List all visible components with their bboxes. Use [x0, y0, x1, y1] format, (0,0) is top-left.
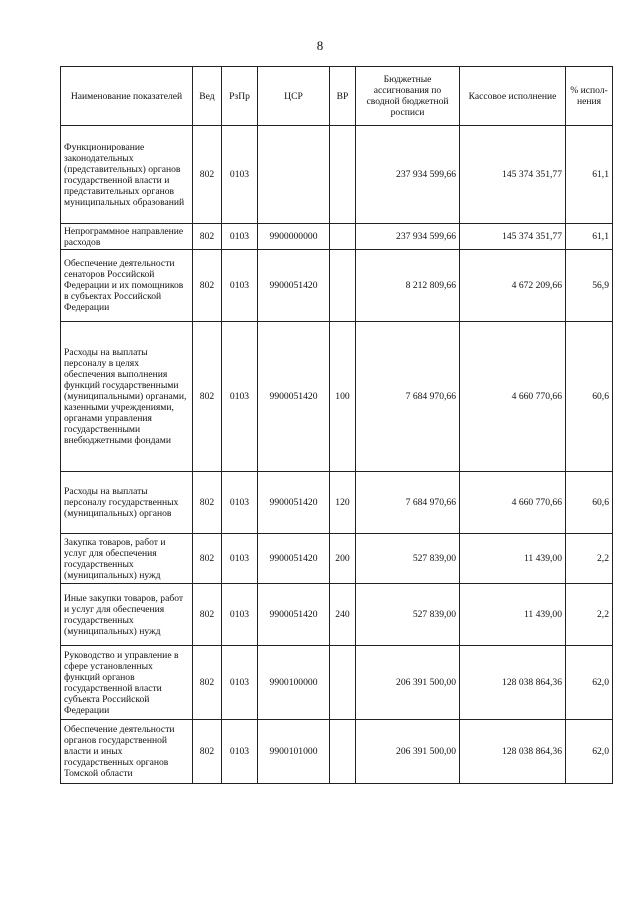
row-assignments: 237 934 599,66: [356, 126, 460, 224]
header-ved: Вед: [193, 67, 222, 126]
row-ved: 802: [193, 646, 222, 720]
row-percent: 60,6: [566, 472, 613, 534]
row-vr: 200: [330, 534, 356, 584]
row-cash-execution: 4 660 770,66: [460, 472, 566, 534]
budget-table: [60, 66, 613, 784]
row-cash-execution: 128 038 864,36: [460, 720, 566, 784]
table-row: [61, 720, 613, 784]
row-percent: 62,0: [566, 720, 613, 784]
row-assignments: 8 212 809,66: [356, 250, 460, 322]
table-row: [61, 250, 613, 322]
row-cash-execution: 145 374 351,77: [460, 126, 566, 224]
header-csr: ЦСР: [258, 67, 330, 126]
row-ved: 802: [193, 224, 222, 250]
row-vr: 240: [330, 584, 356, 646]
row-csr: 9900100000: [258, 646, 330, 720]
row-vr: [330, 720, 356, 784]
row-assignments: 527 839,00: [356, 534, 460, 584]
row-percent: 56,9: [566, 250, 613, 322]
row-cash-execution: 11 439,00: [460, 534, 566, 584]
header-percent: % испол-нения: [566, 67, 613, 126]
row-cash-execution: 4 660 770,66: [460, 322, 566, 472]
row-rzpr: 0103: [222, 720, 258, 784]
row-name: Иные закупки товаров, работ и услуг для обеспечения государственных (муниципальных) нужд: [61, 584, 193, 646]
page-number: 8: [316, 38, 324, 53]
row-cash-execution: 145 374 351,77: [460, 224, 566, 250]
header-vr: ВР: [330, 67, 356, 126]
row-name: Обеспечение деятельности органов государственной власти и иных государственных органов Томской области: [61, 720, 193, 784]
row-ved: 802: [193, 250, 222, 322]
row-cash-execution: 4 672 209,66: [460, 250, 566, 322]
table-row: [61, 584, 613, 646]
header-cash-execution: Кассовое исполнение: [460, 67, 566, 126]
row-csr: 9900000000: [258, 224, 330, 250]
row-csr: 9900051420: [258, 322, 330, 472]
row-ved: 802: [193, 720, 222, 784]
row-vr: [330, 224, 356, 250]
table-row: [61, 646, 613, 720]
row-percent: 62,0: [566, 646, 613, 720]
row-ved: 802: [193, 472, 222, 534]
row-percent: 61,1: [566, 224, 613, 250]
table-row: [61, 534, 613, 584]
row-percent: 60,6: [566, 322, 613, 472]
row-assignments: 237 934 599,66: [356, 224, 460, 250]
row-rzpr: 0103: [222, 584, 258, 646]
row-rzpr: 0103: [222, 472, 258, 534]
row-csr: [258, 126, 330, 224]
table-row: [61, 472, 613, 534]
row-cash-execution: 11 439,00: [460, 584, 566, 646]
row-name: Расходы на выплаты персоналу в целях обеспечения выполнения функций государственными (муниципальными) органами, казенными учреждениями, органами управления государственными внебюджетными фондами: [61, 322, 193, 472]
row-rzpr: 0103: [222, 322, 258, 472]
table-row: [61, 224, 613, 250]
row-name: Руководство и управление в сфере установленных функций органов государственной власти субъекта Российской Федерации: [61, 646, 193, 720]
header-assignments: Бюджетные ассигнования по сводной бюджетной росписи: [356, 67, 460, 126]
row-assignments: 7 684 970,66: [356, 322, 460, 472]
row-assignments: 206 391 500,00: [356, 720, 460, 784]
row-cash-execution: 128 038 864,36: [460, 646, 566, 720]
row-rzpr: 0103: [222, 126, 258, 224]
row-name: Обеспечение деятельности сенаторов Российской Федерации и их помощников в субъектах Российской Федерации: [61, 250, 193, 322]
row-rzpr: 0103: [222, 534, 258, 584]
header-rzpr: РзПр: [222, 67, 258, 126]
row-ved: 802: [193, 322, 222, 472]
row-percent: 61,1: [566, 126, 613, 224]
row-rzpr: 0103: [222, 224, 258, 250]
row-assignments: 7 684 970,66: [356, 472, 460, 534]
row-name: Непрограммное направление расходов: [61, 224, 193, 250]
table-row: [61, 322, 613, 472]
table-header-row: [61, 67, 613, 126]
row-csr: 9900051420: [258, 534, 330, 584]
row-assignments: 527 839,00: [356, 584, 460, 646]
row-name: Функционирование законодательных (представительных) органов государственной власти и представительных органов муниципальных образований: [61, 126, 193, 224]
row-csr: 9900101000: [258, 720, 330, 784]
row-ved: 802: [193, 584, 222, 646]
row-vr: 120: [330, 472, 356, 534]
row-rzpr: 0103: [222, 646, 258, 720]
row-assignments: 206 391 500,00: [356, 646, 460, 720]
table-row: [61, 126, 613, 224]
row-csr: 9900051420: [258, 472, 330, 534]
row-name: Расходы на выплаты персоналу государственных (муниципальных) органов: [61, 472, 193, 534]
row-csr: 9900051420: [258, 584, 330, 646]
row-ved: 802: [193, 126, 222, 224]
row-vr: [330, 646, 356, 720]
row-ved: 802: [193, 534, 222, 584]
row-vr: [330, 126, 356, 224]
row-percent: 2,2: [566, 534, 613, 584]
row-percent: 2,2: [566, 584, 613, 646]
row-csr: 9900051420: [258, 250, 330, 322]
row-vr: [330, 250, 356, 322]
header-name: Наименование показателей: [61, 67, 193, 126]
row-vr: 100: [330, 322, 356, 472]
row-rzpr: 0103: [222, 250, 258, 322]
row-name: Закупка товаров, работ и услуг для обеспечения государственных (муниципальных) нужд: [61, 534, 193, 584]
